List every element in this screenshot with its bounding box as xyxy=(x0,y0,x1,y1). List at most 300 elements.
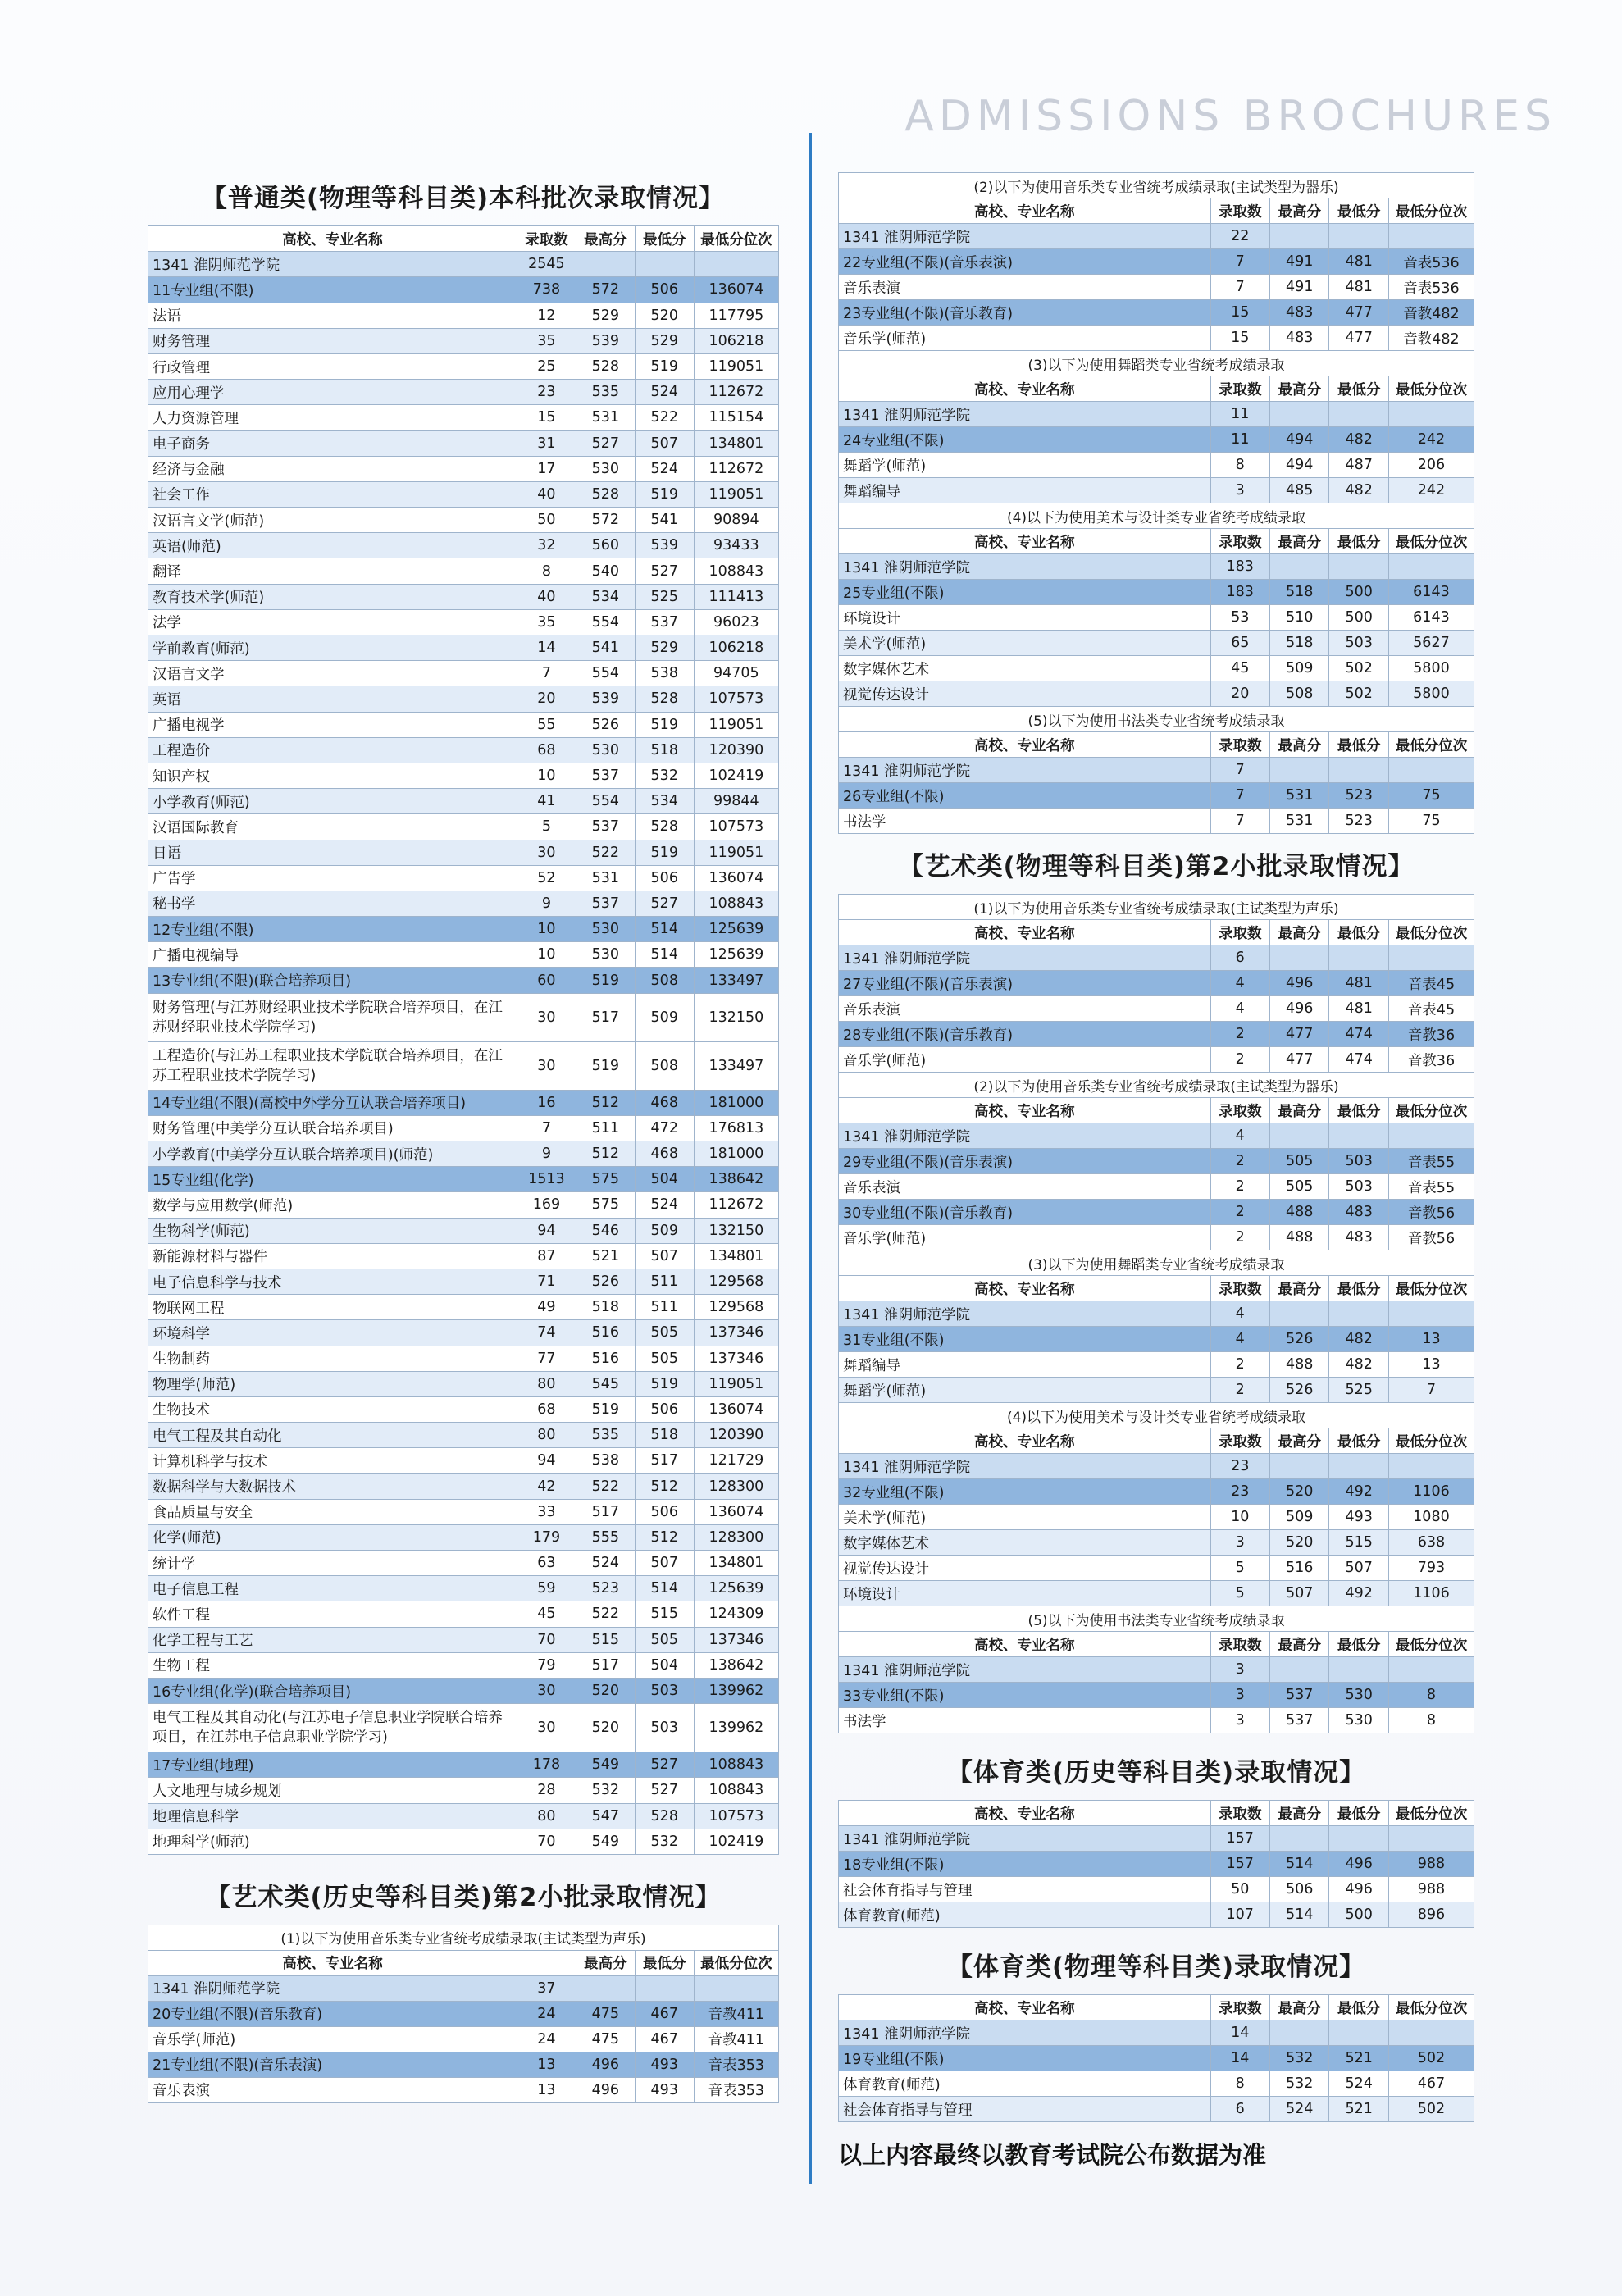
max-score-cell: 524 xyxy=(1269,2097,1328,2122)
min-rank-cell: 137346 xyxy=(694,1320,778,1346)
admitted-cell: 35 xyxy=(517,609,576,635)
min-score-cell xyxy=(1329,945,1388,971)
min-rank-cell: 129568 xyxy=(694,1295,778,1320)
group-row xyxy=(839,1327,1474,1352)
major-row xyxy=(148,1115,779,1141)
school-row xyxy=(839,554,1474,580)
max-score-cell: 528 xyxy=(576,353,635,379)
admitted-cell: 7 xyxy=(1210,249,1269,275)
admitted-cell: 55 xyxy=(517,712,576,737)
group-row xyxy=(839,427,1474,453)
name-cell: 音乐学(师范) xyxy=(839,326,1211,351)
table-subtitle-row xyxy=(839,351,1474,376)
min-rank-cell: 128300 xyxy=(694,1524,778,1550)
max-score-cell: 522 xyxy=(576,840,635,865)
name-cell: 电子信息工程 xyxy=(148,1576,517,1601)
name-cell: 24专业组(不限) xyxy=(839,427,1211,453)
min-score-cell: 493 xyxy=(1329,1505,1388,1530)
table-art-history xyxy=(148,1925,779,2103)
table-header-row xyxy=(839,732,1474,758)
major-row xyxy=(148,1448,779,1474)
major-row xyxy=(148,533,779,558)
max-score-cell: 520 xyxy=(576,1678,635,1703)
column-header: 最低分位次 xyxy=(1388,1428,1474,1454)
max-score-cell: 518 xyxy=(1269,580,1328,605)
column-header: 高校、专业名称 xyxy=(839,1632,1211,1657)
admitted-cell: 32 xyxy=(517,533,576,558)
admitted-cell: 28 xyxy=(517,1778,576,1803)
group-row xyxy=(148,277,779,303)
max-score-cell: 512 xyxy=(576,1090,635,1115)
major-row xyxy=(839,2097,1474,2122)
max-score-cell: 488 xyxy=(1269,1225,1328,1250)
group-row xyxy=(839,971,1474,996)
name-cell: 14专业组(不限)(高校中外学分互认联合培养项目) xyxy=(148,1090,517,1115)
group-row xyxy=(148,1090,779,1115)
column-header: 最低分位次 xyxy=(1388,732,1474,758)
max-score-cell: 517 xyxy=(576,1499,635,1524)
min-score-cell: 532 xyxy=(635,1829,694,1854)
max-score-cell: 496 xyxy=(1269,996,1328,1022)
admitted-cell: 15 xyxy=(1210,326,1269,351)
admitted-cell: 52 xyxy=(517,865,576,891)
max-score-cell: 496 xyxy=(576,2052,635,2077)
max-score-cell: 507 xyxy=(1269,1581,1328,1606)
min-rank-cell: 音教482 xyxy=(1388,326,1474,351)
admitted-cell: 7 xyxy=(517,661,576,686)
min-score-cell: 474 xyxy=(1329,1022,1388,1047)
max-score-cell: 526 xyxy=(1269,1327,1328,1352)
admitted-cell: 70 xyxy=(517,1627,576,1652)
min-rank-cell: 137346 xyxy=(694,1627,778,1652)
min-score-cell: 507 xyxy=(635,1551,694,1576)
min-rank-cell: 793 xyxy=(1388,1556,1474,1581)
admitted-cell: 7 xyxy=(1210,758,1269,783)
min-score-cell xyxy=(1329,758,1388,783)
name-cell: 28专业组(不限)(音乐教育) xyxy=(839,1022,1211,1047)
min-rank-cell: 136074 xyxy=(694,1499,778,1524)
admitted-cell: 3 xyxy=(1210,1708,1269,1733)
min-rank-cell xyxy=(694,1975,778,2001)
major-row xyxy=(148,1243,779,1269)
min-rank-cell: 6143 xyxy=(1388,605,1474,631)
admitted-cell: 68 xyxy=(517,1396,576,1422)
admitted-cell: 63 xyxy=(517,1551,576,1576)
major-row xyxy=(148,1218,779,1243)
column-header: 最低分位次 xyxy=(1388,1276,1474,1301)
min-score-cell xyxy=(1329,1657,1388,1683)
max-score-cell: 475 xyxy=(576,2001,635,2026)
right-column xyxy=(838,172,1474,2171)
min-score-cell xyxy=(1329,2020,1388,2046)
table-art-physics xyxy=(838,894,1474,1733)
admitted-cell: 183 xyxy=(1210,554,1269,580)
min-rank-cell: 107573 xyxy=(694,1803,778,1829)
min-rank-cell: 7 xyxy=(1388,1378,1474,1403)
min-rank-cell: 242 xyxy=(1388,427,1474,453)
min-score-cell: 500 xyxy=(1329,605,1388,631)
admitted-cell: 2 xyxy=(1210,1047,1269,1073)
min-rank-cell: 206 xyxy=(1388,453,1474,478)
min-score-cell: 508 xyxy=(635,1041,694,1090)
major-row xyxy=(148,303,779,328)
min-score-cell: 502 xyxy=(1329,656,1388,681)
max-score-cell: 526 xyxy=(576,712,635,737)
admitted-cell: 107 xyxy=(1210,1902,1269,1928)
name-cell: 舞蹈学(师范) xyxy=(839,1378,1211,1403)
group-row xyxy=(839,1200,1474,1225)
name-cell: 物联网工程 xyxy=(148,1295,517,1320)
table-subtitle-row xyxy=(839,707,1474,732)
max-score-cell: 537 xyxy=(1269,1708,1328,1733)
major-row xyxy=(839,1174,1474,1200)
group-row xyxy=(839,2046,1474,2071)
min-rank-cell: 133497 xyxy=(694,968,778,993)
table-subtitle: (2)以下为使用音乐类专业省统考成绩录取(主试类型为器乐) xyxy=(839,173,1474,198)
max-score-cell: 554 xyxy=(576,661,635,686)
name-cell: 生物科学(师范) xyxy=(148,1218,517,1243)
admitted-cell: 80 xyxy=(517,1371,576,1396)
max-score-cell: 517 xyxy=(576,1652,635,1678)
min-rank-cell: 132150 xyxy=(694,993,778,1041)
name-cell: 社会体育指导与管理 xyxy=(839,2097,1211,2122)
max-score-cell: 522 xyxy=(576,1474,635,1499)
min-score-cell: 541 xyxy=(635,508,694,533)
min-rank-cell: 128300 xyxy=(694,1474,778,1499)
min-score-cell: 538 xyxy=(635,661,694,686)
max-score-cell: 518 xyxy=(1269,631,1328,656)
name-cell: 汉语言文学(师范) xyxy=(148,508,517,533)
table-subtitle-row xyxy=(839,1250,1474,1276)
admitted-cell: 7 xyxy=(1210,275,1269,300)
max-score-cell: 506 xyxy=(1269,1877,1328,1902)
column-header: 最低分 xyxy=(1329,732,1388,758)
column-header: 最低分 xyxy=(635,226,694,252)
admitted-cell: 13 xyxy=(517,2052,576,2077)
min-score-cell: 527 xyxy=(635,1778,694,1803)
name-cell: 1341 淮阴师范学院 xyxy=(839,1454,1211,1479)
min-rank-cell: 1080 xyxy=(1388,1505,1474,1530)
admitted-cell: 14 xyxy=(517,636,576,661)
admitted-cell: 183 xyxy=(1210,580,1269,605)
table-subtitle-row xyxy=(839,895,1474,920)
name-cell: 视觉传达设计 xyxy=(839,1556,1211,1581)
column-header: 最低分位次 xyxy=(694,1950,778,1975)
column-header: 录取数 xyxy=(1210,376,1269,402)
max-score-cell xyxy=(1269,224,1328,249)
major-row xyxy=(148,353,779,379)
min-score-cell: 518 xyxy=(635,737,694,763)
name-cell: 法语 xyxy=(148,303,517,328)
group-row xyxy=(839,249,1474,275)
name-cell: 1341 淮阴师范学院 xyxy=(839,1657,1211,1683)
max-score-cell: 575 xyxy=(576,1167,635,1192)
name-cell: 财务管理 xyxy=(148,328,517,353)
group-row xyxy=(148,1752,779,1778)
min-score-cell: 468 xyxy=(635,1141,694,1167)
school-row xyxy=(839,945,1474,971)
name-cell: 软件工程 xyxy=(148,1601,517,1627)
column-header: 最低分 xyxy=(1329,1632,1388,1657)
column-header: 最高分 xyxy=(1269,376,1328,402)
min-rank-cell: 音表353 xyxy=(694,2052,778,2077)
admitted-cell: 4 xyxy=(1210,1301,1269,1327)
min-score-cell: 483 xyxy=(1329,1200,1388,1225)
name-cell: 1341 淮阴师范学院 xyxy=(839,2020,1211,2046)
table-subtitle-row xyxy=(148,1925,779,1950)
min-score-cell xyxy=(1329,402,1388,427)
min-rank-cell: 75 xyxy=(1388,783,1474,809)
min-score-cell: 505 xyxy=(635,1320,694,1346)
max-score-cell: 554 xyxy=(576,789,635,814)
admitted-cell: 10 xyxy=(517,763,576,788)
name-cell: 舞蹈编导 xyxy=(839,1352,1211,1378)
admitted-cell: 30 xyxy=(517,1678,576,1703)
admitted-cell: 30 xyxy=(517,840,576,865)
min-score-cell: 493 xyxy=(635,2077,694,2102)
column-header: 最高分 xyxy=(1269,732,1328,758)
name-cell: 1341 淮阴师范学院 xyxy=(839,945,1211,971)
column-header: 最低分 xyxy=(1329,1995,1388,2020)
min-rank-cell xyxy=(1388,758,1474,783)
min-rank-cell: 121729 xyxy=(694,1448,778,1474)
min-rank-cell: 242 xyxy=(1388,478,1474,503)
school-row xyxy=(148,252,779,277)
min-score-cell: 524 xyxy=(635,380,694,405)
column-header: 录取数 xyxy=(1210,1276,1269,1301)
column-header: 录取数 xyxy=(1210,529,1269,554)
max-score-cell: 535 xyxy=(576,1423,635,1448)
max-score-cell xyxy=(1269,945,1328,971)
major-row xyxy=(148,328,779,353)
name-cell: 食品质量与安全 xyxy=(148,1499,517,1524)
admitted-cell: 2 xyxy=(1210,1200,1269,1225)
min-score-cell: 505 xyxy=(635,1346,694,1371)
admitted-cell: 14 xyxy=(1210,2020,1269,2046)
table-subtitle-row xyxy=(839,173,1474,198)
name-cell: 16专业组(化学)(联合培养项目) xyxy=(148,1678,517,1703)
min-score-cell: 477 xyxy=(1329,300,1388,326)
min-score-cell: 525 xyxy=(635,584,694,609)
min-rank-cell: 638 xyxy=(1388,1530,1474,1556)
major-row xyxy=(839,681,1474,707)
table-header-row xyxy=(839,1098,1474,1123)
admitted-cell: 65 xyxy=(1210,631,1269,656)
min-rank-cell: 音教411 xyxy=(694,2001,778,2026)
min-score-cell: 527 xyxy=(635,1752,694,1778)
min-score-cell: 506 xyxy=(635,1396,694,1422)
section-title-art-history: 【艺术类(历史等科目类)第2小批录取情况】 xyxy=(205,1882,722,1912)
admitted-cell: 16 xyxy=(517,1090,576,1115)
min-score-cell: 467 xyxy=(635,2001,694,2026)
max-score-cell: 549 xyxy=(576,1752,635,1778)
min-score-cell: 507 xyxy=(635,1243,694,1269)
min-rank-cell: 108843 xyxy=(694,558,778,584)
table-sports-history xyxy=(838,1800,1474,1928)
min-score-cell: 504 xyxy=(635,1652,694,1678)
name-cell: 社会工作 xyxy=(148,481,517,507)
min-rank-cell: 129568 xyxy=(694,1269,778,1294)
min-rank-cell: 102419 xyxy=(694,763,778,788)
major-row xyxy=(839,809,1474,834)
max-score-cell: 518 xyxy=(576,1295,635,1320)
max-score-cell xyxy=(1269,554,1328,580)
max-score-cell: 516 xyxy=(576,1346,635,1371)
max-score-cell: 572 xyxy=(576,277,635,303)
column-header: 录取数 xyxy=(517,226,576,252)
column-header: 最低分位次 xyxy=(1388,1632,1474,1657)
name-cell: 1341 淮阴师范学院 xyxy=(839,554,1211,580)
table-physics-undergrad xyxy=(148,226,779,1855)
max-score-cell: 549 xyxy=(576,1829,635,1854)
max-score-cell: 535 xyxy=(576,380,635,405)
major-row xyxy=(839,996,1474,1022)
admitted-cell: 4 xyxy=(1210,1327,1269,1352)
name-cell: 电气工程及其自动化 xyxy=(148,1423,517,1448)
admitted-cell: 2 xyxy=(1210,1022,1269,1047)
min-score-cell: 529 xyxy=(635,636,694,661)
name-cell: 29专业组(不限)(音乐表演) xyxy=(839,1149,1211,1174)
major-row xyxy=(148,1652,779,1678)
max-score-cell: 488 xyxy=(1269,1352,1328,1378)
min-rank-cell: 125639 xyxy=(694,942,778,968)
min-rank-cell: 133497 xyxy=(694,1041,778,1090)
name-cell: 计算机科学与技术 xyxy=(148,1448,517,1474)
min-rank-cell: 108843 xyxy=(694,1778,778,1803)
major-row xyxy=(839,275,1474,300)
admitted-cell: 94 xyxy=(517,1218,576,1243)
max-score-cell xyxy=(1269,1454,1328,1479)
min-rank-cell: 5800 xyxy=(1388,656,1474,681)
major-row xyxy=(148,481,779,507)
min-rank-cell xyxy=(1388,1123,1474,1149)
min-score-cell: 522 xyxy=(635,405,694,430)
min-rank-cell: 音表45 xyxy=(1388,971,1474,996)
column-header: 最高分 xyxy=(576,1950,635,1975)
min-rank-cell: 988 xyxy=(1388,1852,1474,1877)
min-rank-cell: 988 xyxy=(1388,1877,1474,1902)
min-rank-cell: 音表536 xyxy=(1388,275,1474,300)
major-row xyxy=(148,737,779,763)
major-row xyxy=(148,840,779,865)
major-row xyxy=(839,605,1474,631)
column-header: 录取数 xyxy=(1210,1632,1269,1657)
min-score-cell: 509 xyxy=(635,993,694,1041)
max-score-cell: 537 xyxy=(576,891,635,916)
column-header: 最高分 xyxy=(576,226,635,252)
max-score-cell: 511 xyxy=(576,1115,635,1141)
name-cell: 数据科学与大数据技术 xyxy=(148,1474,517,1499)
name-cell: 电子信息科学与技术 xyxy=(148,1269,517,1294)
major-row xyxy=(839,631,1474,656)
admitted-cell: 24 xyxy=(517,2026,576,2052)
max-score-cell: 575 xyxy=(576,1192,635,1218)
name-cell: 环境设计 xyxy=(839,605,1211,631)
min-score-cell: 506 xyxy=(635,277,694,303)
admitted-cell: 3 xyxy=(1210,478,1269,503)
major-row xyxy=(839,1047,1474,1073)
name-cell: 数字媒体艺术 xyxy=(839,1530,1211,1556)
admitted-cell: 45 xyxy=(1210,656,1269,681)
table-subtitle: (2)以下为使用音乐类专业省统考成绩录取(主试类型为器乐) xyxy=(839,1073,1474,1098)
min-rank-cell xyxy=(1388,554,1474,580)
min-score-cell: 519 xyxy=(635,840,694,865)
name-cell: 27专业组(不限)(音乐表演) xyxy=(839,971,1211,996)
max-score-cell: 520 xyxy=(576,1704,635,1752)
min-rank-cell xyxy=(1388,1657,1474,1683)
major-row xyxy=(839,656,1474,681)
major-row xyxy=(148,430,779,456)
column-header: 录取数 xyxy=(1210,1428,1269,1454)
min-rank-cell: 120390 xyxy=(694,737,778,763)
min-score-cell: 527 xyxy=(635,558,694,584)
major-row xyxy=(839,1708,1474,1733)
table-header-row xyxy=(839,920,1474,945)
min-score-cell: 468 xyxy=(635,1090,694,1115)
min-score-cell: 519 xyxy=(635,353,694,379)
min-rank-cell: 音教56 xyxy=(1388,1225,1474,1250)
admitted-cell: 179 xyxy=(517,1524,576,1550)
major-row xyxy=(148,1499,779,1524)
min-rank-cell xyxy=(1388,945,1474,971)
admitted-cell: 15 xyxy=(517,405,576,430)
max-score-cell: 539 xyxy=(576,328,635,353)
max-score-cell: 572 xyxy=(576,508,635,533)
admitted-cell: 80 xyxy=(517,1423,576,1448)
major-row xyxy=(148,1346,779,1371)
max-score-cell: 483 xyxy=(1269,326,1328,351)
name-cell: 汉语国际教育 xyxy=(148,814,517,840)
name-cell: 11专业组(不限) xyxy=(148,277,517,303)
min-score-cell: 524 xyxy=(1329,2071,1388,2097)
table-header-row xyxy=(148,226,779,252)
table-header-row xyxy=(839,1632,1474,1657)
column-header: 最低分位次 xyxy=(1388,1098,1474,1123)
name-cell: 数学与应用数学(师范) xyxy=(148,1192,517,1218)
admitted-cell: 7 xyxy=(1210,809,1269,834)
name-cell: 化学工程与工艺 xyxy=(148,1627,517,1652)
max-score-cell xyxy=(1269,1826,1328,1852)
column-header: 最高分 xyxy=(1269,1428,1328,1454)
school-row xyxy=(839,1301,1474,1327)
section-title-physics-undergrad: 【普通类(物理等科目类)本科批次录取情况】 xyxy=(201,184,726,213)
admitted-cell: 60 xyxy=(517,968,576,993)
column-header: 最低分 xyxy=(1329,376,1388,402)
max-score-cell: 519 xyxy=(576,1041,635,1090)
min-score-cell: 519 xyxy=(635,1371,694,1396)
min-rank-cell: 134801 xyxy=(694,430,778,456)
max-score-cell: 520 xyxy=(1269,1479,1328,1505)
table-subtitle-row xyxy=(839,1073,1474,1098)
min-score-cell: 503 xyxy=(1329,631,1388,656)
min-score-cell: 534 xyxy=(635,789,694,814)
name-cell: 1341 淮阴师范学院 xyxy=(839,758,1211,783)
major-row xyxy=(148,1829,779,1854)
admitted-cell: 7 xyxy=(1210,783,1269,809)
column-header: 最高分 xyxy=(1269,1098,1328,1123)
admitted-cell: 53 xyxy=(1210,605,1269,631)
major-row xyxy=(148,942,779,968)
major-row xyxy=(839,1225,1474,1250)
max-score-cell xyxy=(1269,402,1328,427)
max-score-cell: 517 xyxy=(576,993,635,1041)
admitted-cell: 22 xyxy=(1210,224,1269,249)
name-cell: 物理学(师范) xyxy=(148,1371,517,1396)
admitted-cell: 2 xyxy=(1210,1352,1269,1378)
major-row xyxy=(839,1530,1474,1556)
min-rank-cell: 90894 xyxy=(694,508,778,533)
min-score-cell: 507 xyxy=(1329,1556,1388,1581)
